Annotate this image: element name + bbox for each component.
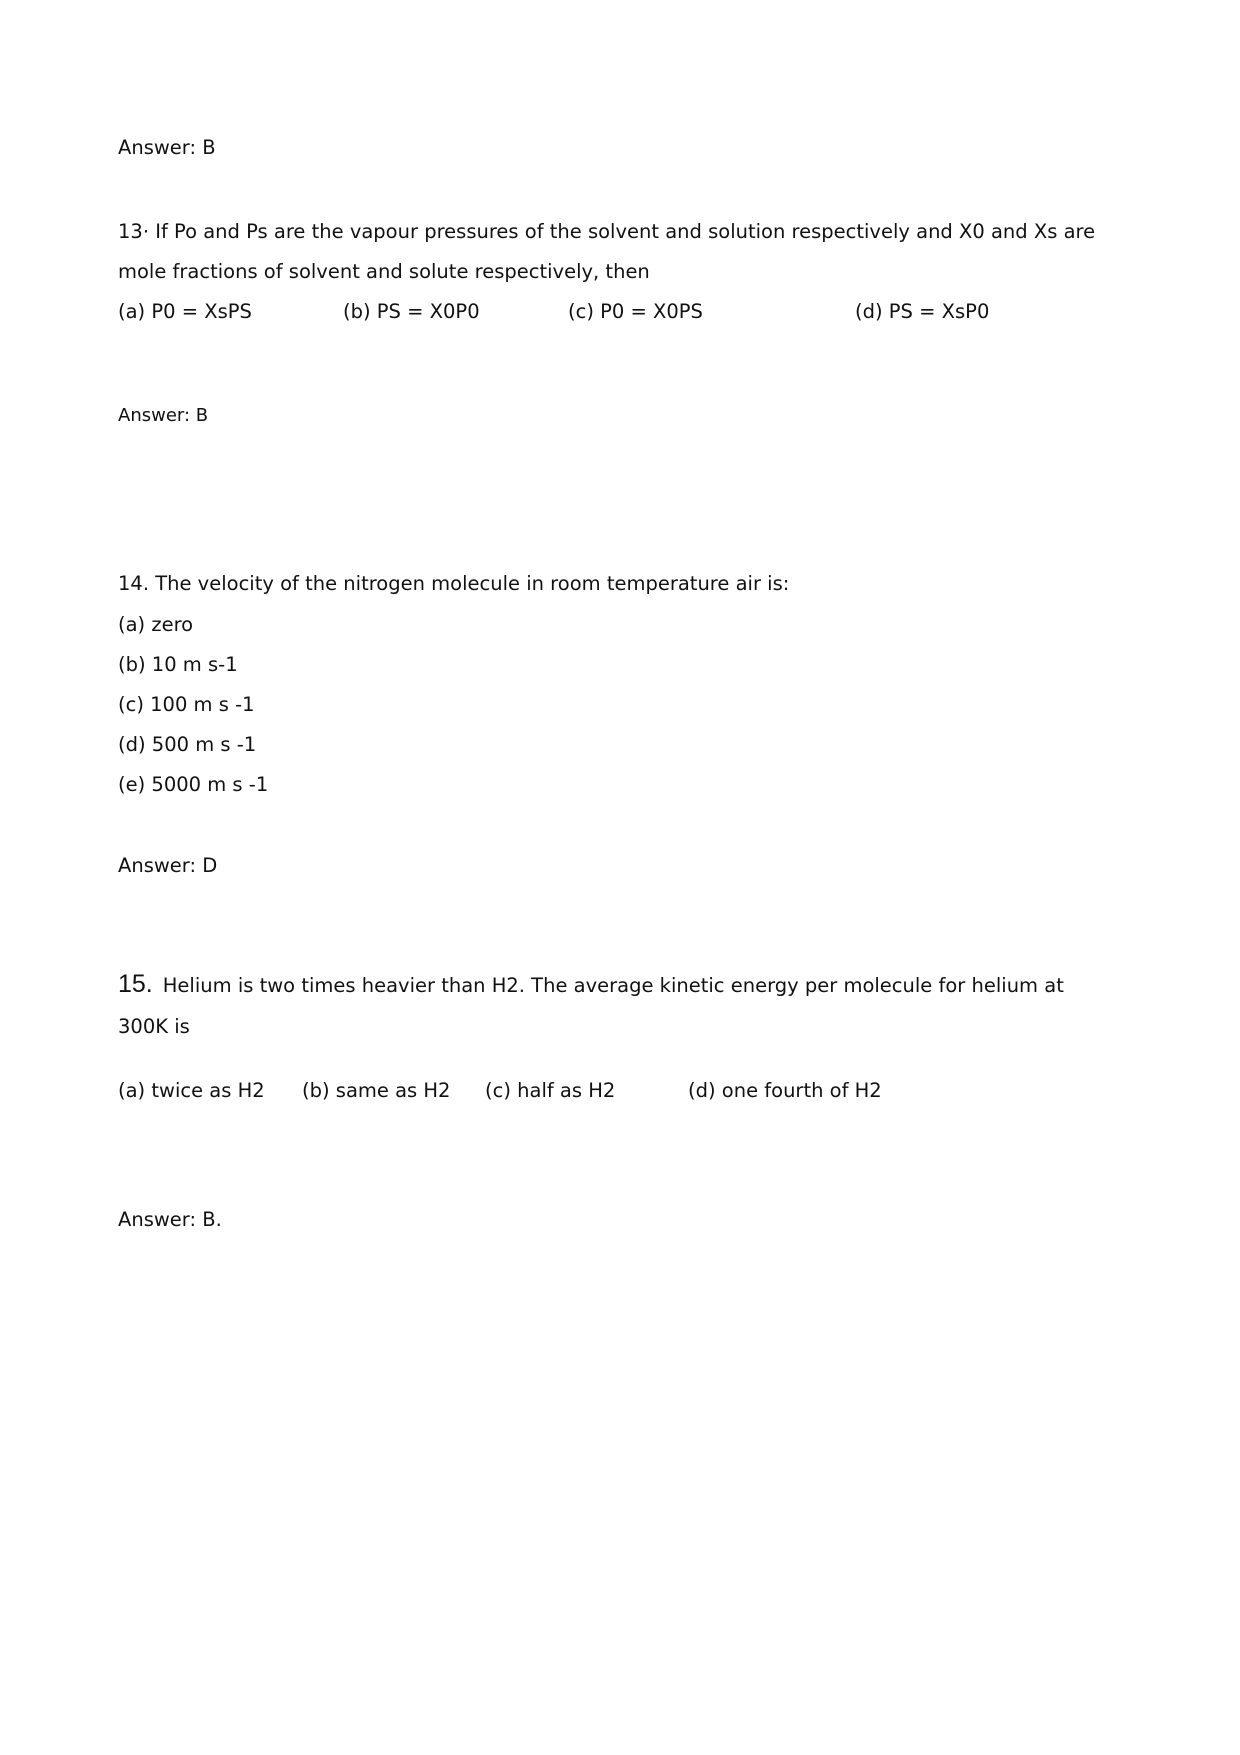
question-15-line-2: 300K is xyxy=(118,1015,190,1038)
answer-13: Answer: B xyxy=(118,405,209,426)
question-15-option-c: (c) half as H2 xyxy=(485,1079,616,1102)
answer-14: Answer: D xyxy=(118,854,218,877)
question-13-option-d: (d) PS = XsP0 xyxy=(855,300,990,323)
question-15-option-a: (a) twice as H2 xyxy=(118,1079,265,1102)
answer-12: Answer: B xyxy=(118,136,216,159)
question-13-option-c: (c) P0 = X0PS xyxy=(568,300,703,323)
question-14-option-e: (e) 5000 m s -1 xyxy=(118,773,269,796)
question-14-option-d: (d) 500 m s -1 xyxy=(118,733,257,756)
question-13-line-1 xyxy=(118,222,1095,242)
question-13-option-b: (b) PS = X0P0 xyxy=(343,300,480,323)
answer-15: Answer: B. xyxy=(118,1208,222,1231)
question-15-text-1: Helium is two times heavier than H2. The average kinetic energy per molecule for helium at xyxy=(162,974,1064,997)
question-14-text-1: The velocity of the nitrogen molecule in room temperature air is: xyxy=(155,572,790,595)
question-14-option-c: (c) 100 m s -1 xyxy=(118,693,255,716)
question-14-option-b: (b) 10 m s-1 xyxy=(118,653,238,676)
question-14-number: 14. xyxy=(118,572,150,595)
question-14-option-a: (a) zero xyxy=(118,613,194,636)
question-13-line-2: mole fractions of solvent and solute respectively, then xyxy=(118,260,650,283)
question-15-line-1 xyxy=(118,972,1064,997)
question-14-line-1 xyxy=(118,574,789,594)
question-15-option-b: (b) same as H2 xyxy=(302,1079,451,1102)
question-13-option-a: (a) P0 = XsPS xyxy=(118,300,252,323)
question-13-text-1: If Po and Ps are the vapour pressures of the solvent and solution respectively and X0 and Xs are xyxy=(155,220,1096,243)
question-15-option-d: (d) one fourth of H2 xyxy=(688,1079,882,1102)
question-15-number: 15. xyxy=(118,970,153,998)
question-13-number: 13· xyxy=(118,220,150,243)
